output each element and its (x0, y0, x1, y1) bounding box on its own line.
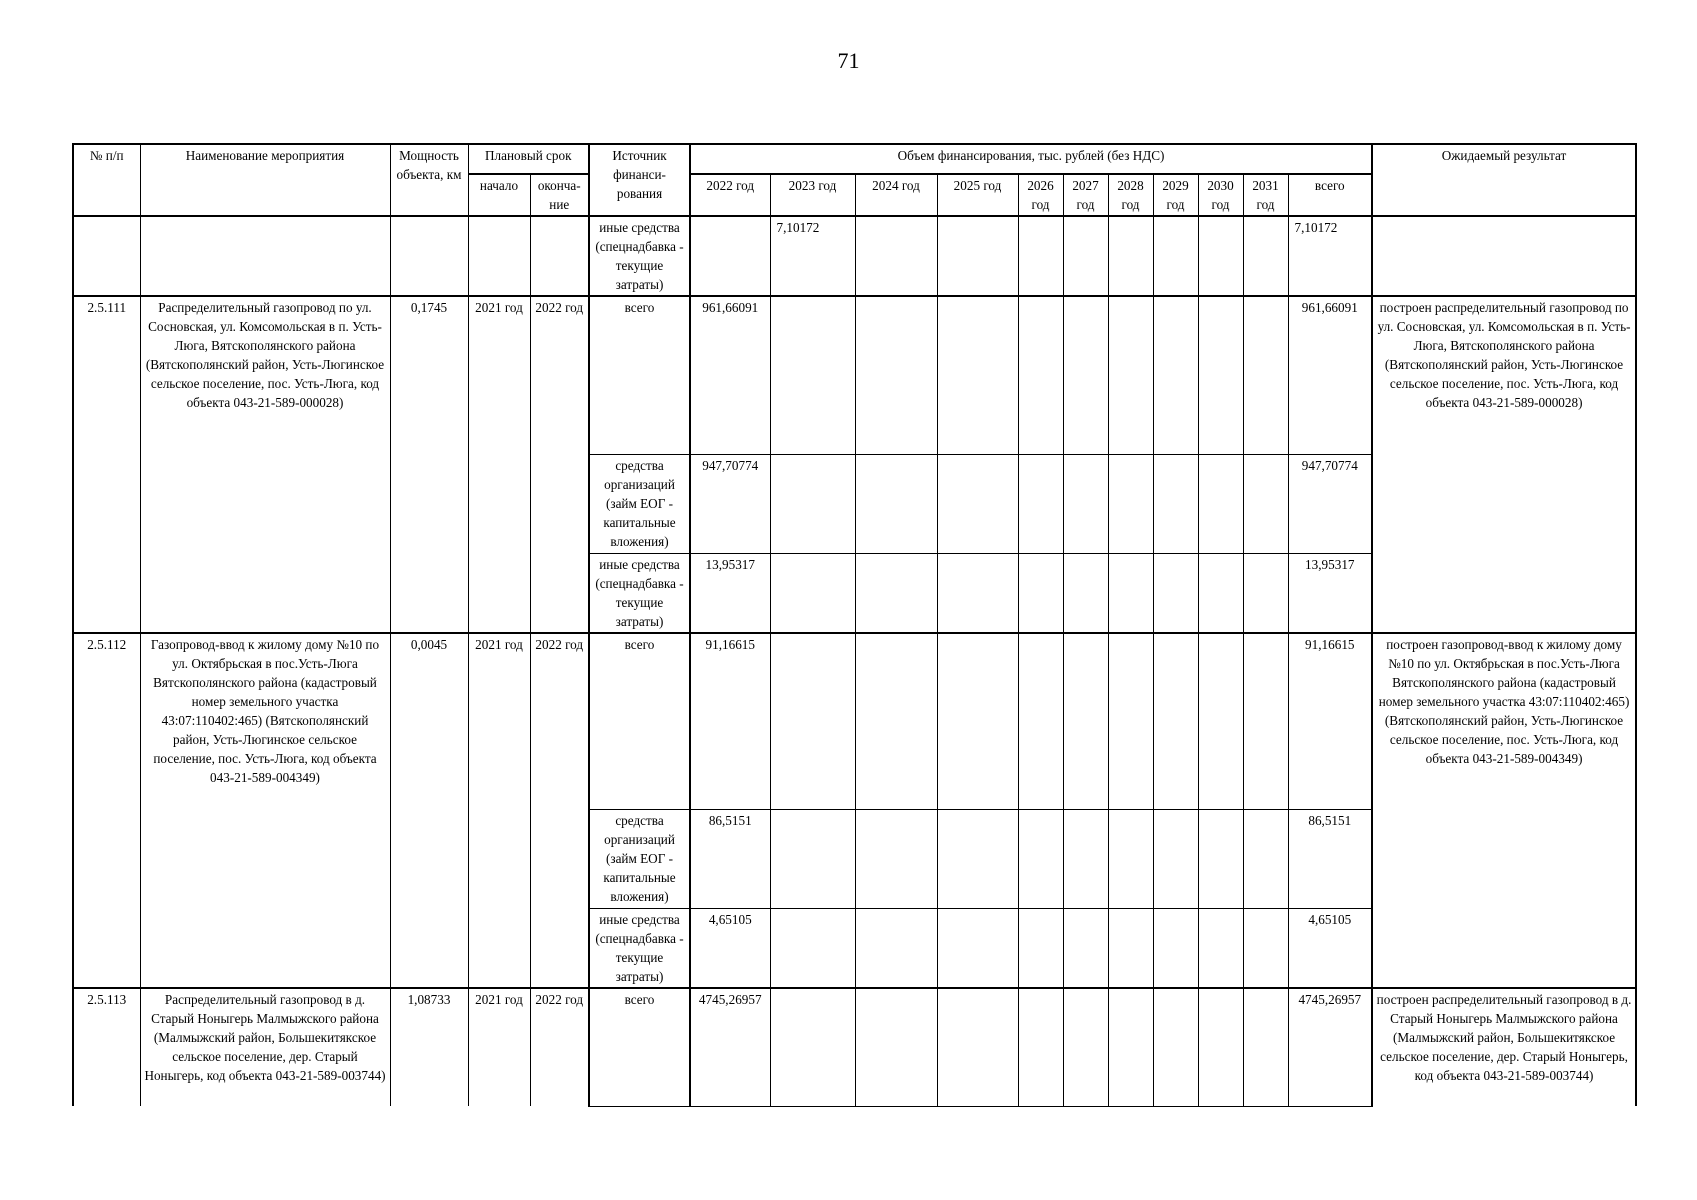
cell-source: средства организаций (займ ЕОГ - капитальные вложения) (589, 810, 690, 909)
cell-total: 947,70774 (1288, 454, 1372, 553)
header-result: Ожидаемый результат (1372, 144, 1636, 216)
cell-source: всего (589, 633, 690, 810)
cell-source: всего (589, 988, 690, 1106)
item-result: построен распределительный газопровод по ул. Сосновская, ул. Комсомольская в п. Усть-Люга, Вятскополянского района (Вятскополянский район, Усть-Люгинское сельское поселение, пос. Усть-Люга, код объекта 043-21-589-000028) (1372, 296, 1636, 633)
item-num: 2.5.111 (73, 296, 140, 633)
cell-total: 86,5151 (1288, 810, 1372, 909)
cell-name (140, 216, 390, 296)
cell-start (468, 216, 530, 296)
item-power: 1,08733 (390, 988, 468, 1106)
table-row (73, 216, 1636, 296)
cell-2022: 4745,26957 (690, 988, 770, 1106)
header-plan-term: Плановый срок (468, 144, 589, 174)
cell-total: 13,95317 (1288, 553, 1372, 633)
cell-source: всего (589, 296, 690, 454)
cell-num (73, 216, 140, 296)
cell-2022: 13,95317 (690, 553, 770, 633)
table-row (73, 988, 1636, 1106)
cell-2028 (1108, 216, 1153, 296)
header-year-2023: 2023 год (770, 174, 855, 216)
page-number: 71 (837, 48, 860, 73)
cell-2022: 961,66091 (690, 296, 770, 454)
cell-2022: 4,65105 (690, 909, 770, 989)
cell-power (390, 216, 468, 296)
item-start: 2021 год (468, 633, 530, 989)
header-name: Наименование мероприятия (140, 144, 390, 216)
cell-end (530, 216, 589, 296)
cell-2024 (855, 216, 937, 296)
table-row (73, 296, 1636, 454)
cell-total: 961,66091 (1288, 296, 1372, 454)
cell-total: 4745,26957 (1288, 988, 1372, 1106)
item-start: 2021 год (468, 296, 530, 633)
item-name: Газопровод-ввод к жилому дому №10 по ул. Октябрьская в пос.Усть-Люга Вятскополянского района (кадастровый номер земельного участка 43:07:110402:465) (Вятскополянский район, Усть-Люгинское сельское поселение, пос. Усть-Люга, код объекта 043-21-589-004349) (140, 633, 390, 989)
header-end: оконча-ние (530, 174, 589, 216)
cell-source: иные средства (спецнадбавка - текущие затраты) (589, 216, 690, 296)
item-end: 2022 год (530, 633, 589, 989)
header-num: № п/п (73, 144, 140, 216)
header-power: Мощность объекта, км (390, 144, 468, 216)
item-power: 0,1745 (390, 296, 468, 633)
cell-total: 7,10172 (1288, 216, 1372, 296)
cell-2030 (1198, 216, 1243, 296)
header-start: начало (468, 174, 530, 216)
item-name: Распределительный газопровод в д. Старый Ноныгерь Малмыжского района (Малмыжский район, Большекитякское сельское поселение, дер. Старый Ноныгерь, код объекта 043-21-589-003744) (140, 988, 390, 1106)
item-power: 0,0045 (390, 633, 468, 989)
cell-source: иные средства (спецнадбавка - текущие затраты) (589, 909, 690, 989)
item-num: 2.5.113 (73, 988, 140, 1106)
cell-total: 4,65105 (1288, 909, 1372, 989)
cell-2022: 91,16615 (690, 633, 770, 810)
table-row (73, 633, 1636, 810)
header-source: Источник финанси-рования (589, 144, 690, 216)
cell-2022: 947,70774 (690, 454, 770, 553)
cell-2023: 7,10172 (770, 216, 855, 296)
header-year-2024: 2024 год (855, 174, 937, 216)
header-year-2029: 2029 год (1153, 174, 1198, 216)
header-year-2028: 2028 год (1108, 174, 1153, 216)
item-num: 2.5.112 (73, 633, 140, 989)
cell-2029 (1153, 216, 1198, 296)
cell-source: иные средства (спецнадбавка - текущие затраты) (589, 553, 690, 633)
item-name: Распределительный газопровод по ул. Сосновская, ул. Комсомольская в п. Усть-Люга, Вятскополянского района (Вятскополянский район, Усть-Люгинское сельское поселение, пос. Усть-Люга, код объекта 043-21-589-000028) (140, 296, 390, 633)
cell-result (1372, 216, 1636, 296)
header-total: всего (1288, 174, 1372, 216)
header-funding: Объем финансирования, тыс. рублей (без НДС) (690, 144, 1372, 174)
header-year-2026: 2026 год (1018, 174, 1063, 216)
item-result: построен газопровод-ввод к жилому дому №10 по ул. Октябрьская в пос.Усть-Люга Вятскополянского района (кадастровый номер земельного участка 43:07:110402:465) (Вятскополянский район, Усть-Люгинское сельское поселение, пос. Усть-Люга, код объекта 043-21-589-004349) (1372, 633, 1636, 989)
header-year-2025: 2025 год (937, 174, 1018, 216)
item-start: 2021 год (468, 988, 530, 1106)
item-end: 2022 год (530, 296, 589, 633)
header-year-2027: 2027 год (1063, 174, 1108, 216)
cell-2027 (1063, 216, 1108, 296)
header-year-2030: 2030 год (1198, 174, 1243, 216)
cell-total: 91,16615 (1288, 633, 1372, 810)
header-year-2031: 2031 год (1243, 174, 1288, 216)
financing-table (72, 143, 1637, 1107)
cell-2022 (690, 216, 770, 296)
cell-source: средства организаций (займ ЕОГ - капитальные вложения) (589, 454, 690, 553)
cell-2031 (1243, 216, 1288, 296)
cell-2022: 86,5151 (690, 810, 770, 909)
cell-2025 (937, 216, 1018, 296)
item-end: 2022 год (530, 988, 589, 1106)
cell-2026 (1018, 216, 1063, 296)
item-result: построен распределительный газопровод в д. Старый Ноныгерь Малмыжского района (Малмыжский район, Большекитякское сельское поселение, дер. Старый Ноныгерь, код объекта 043-21-589-003744) (1372, 988, 1636, 1106)
header-year-2022: 2022 год (690, 174, 770, 216)
